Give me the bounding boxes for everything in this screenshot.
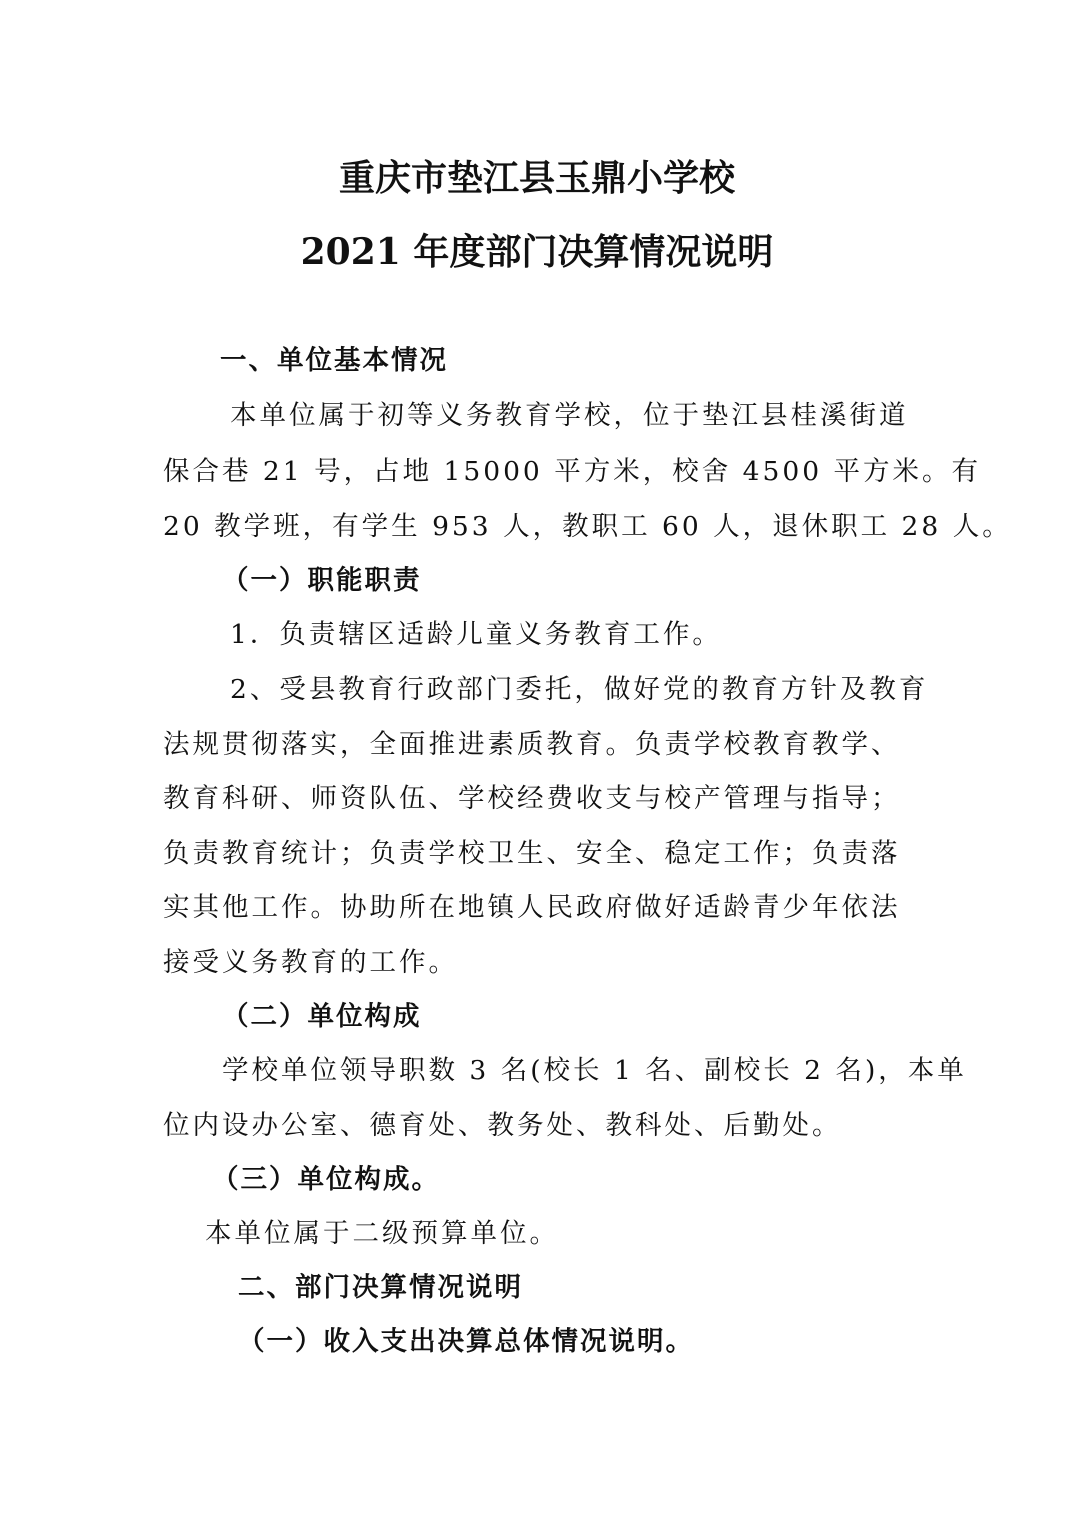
duty-item-2-line-2: 法规贯彻落实，全面推进素质教育。负责学校教育教学、 [163, 729, 901, 760]
intro-line-3: 20 教学班，有学生 953 人，教职工 60 人，退休职工 28 人。 [163, 511, 1012, 542]
duty-item-2-line-1: 2、受县教育行政部门委托，做好党的教育方针及教育 [230, 674, 929, 705]
sub1-heading: （一）职能职责 [222, 565, 422, 596]
composition-line-1: 学校单位领导职数 3 名(校长 1 名、副校长 2 名)，本单 [222, 1055, 967, 1086]
sub3-heading: （三）单位构成。 [212, 1164, 440, 1195]
duty-item-2-line-5: 实其他工作。协助所在地镇人民政府做好适龄青少年依法 [163, 892, 901, 923]
document-title-line1: 重庆市垫江县玉鼎小学校 [338, 157, 735, 199]
composition-line-2: 位内设办公室、德育处、教务处、教科处、后勤处。 [163, 1110, 842, 1141]
section2-sub1-heading: （一）收入支出决算总体情况说明。 [238, 1326, 694, 1357]
document-title-line2: 2021 年度部门决算情况说明 [300, 231, 774, 273]
duty-item-2-line-3: 教育科研、师资队伍、学校经费收支与校产管理与指导； [163, 783, 901, 814]
section2-heading: 二、部门决算情况说明 [238, 1272, 523, 1303]
section1-heading: 一、单位基本情况 [220, 345, 448, 376]
budget-level-line: 本单位属于二级预算单位。 [205, 1218, 559, 1249]
duty-item-2-line-4: 负责教育统计；负责学校卫生、安全、稳定工作；负责落 [163, 838, 901, 869]
sub2-heading: （二）单位构成 [222, 1001, 422, 1032]
duty-item-1: 1．负责辖区适龄儿童义务教育工作。 [230, 619, 722, 650]
duty-item-2-line-6: 接受义务教育的工作。 [163, 947, 458, 978]
intro-line-2: 保合巷 21 号，占地 15000 平方米，校舍 4500 平方米。有 [163, 456, 982, 487]
intro-line-1: 本单位属于初等义务教育学校，位于垫江县桂溪街道 [230, 400, 909, 431]
